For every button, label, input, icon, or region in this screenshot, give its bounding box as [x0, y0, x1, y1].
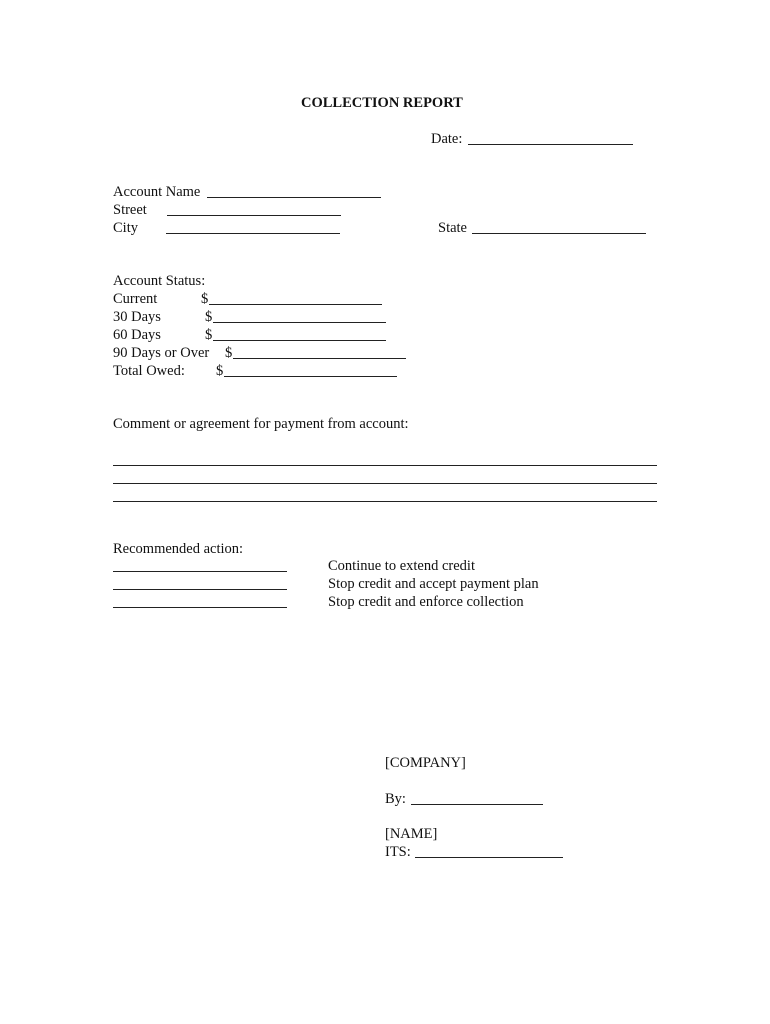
city-label: City	[113, 220, 138, 236]
action-option-3: Stop credit and enforce collection	[328, 594, 524, 610]
comment-label: Comment or agreement for payment from account:	[113, 416, 409, 432]
by-label: By:	[385, 791, 406, 807]
comment-line-3[interactable]	[113, 501, 657, 502]
date-field[interactable]	[468, 132, 633, 145]
recommended-action-label: Recommended action:	[113, 541, 244, 557]
days90-label: 90 Days or Over	[113, 345, 210, 361]
date-label: Date:	[431, 131, 463, 147]
account-name-label: Account Name	[113, 184, 201, 200]
state-field[interactable]	[472, 221, 646, 234]
current-dollar: $	[201, 291, 209, 307]
days60-label: 60 Days	[113, 327, 161, 343]
its-title-field[interactable]	[415, 845, 563, 858]
days30-label: 30 Days	[113, 309, 161, 325]
by-signature-field[interactable]	[411, 792, 543, 805]
days30-dollar: $	[205, 309, 213, 325]
city-field[interactable]	[166, 221, 340, 234]
street-field[interactable]	[167, 203, 341, 216]
action-option-1: Continue to extend credit	[328, 558, 475, 574]
account-name-field[interactable]	[207, 185, 381, 198]
days60-dollar: $	[205, 327, 213, 343]
page-title: COLLECTION REPORT	[301, 95, 463, 111]
days60-amount-field[interactable]	[213, 328, 386, 341]
action-option-2: Stop credit and accept payment plan	[328, 576, 539, 592]
comment-line-2[interactable]	[113, 483, 657, 484]
days90-amount-field[interactable]	[233, 346, 406, 359]
days90-dollar: $	[225, 345, 233, 361]
action-check-line-1[interactable]	[113, 559, 287, 572]
days30-amount-field[interactable]	[213, 310, 386, 323]
action-check-line-3[interactable]	[113, 595, 287, 608]
account-status-label: Account Status:	[113, 273, 206, 289]
current-amount-field[interactable]	[209, 292, 382, 305]
state-label: State	[438, 220, 467, 236]
total-owed-label: Total Owed:	[113, 363, 185, 379]
total-owed-amount-field[interactable]	[224, 364, 397, 377]
company-placeholder: [COMPANY]	[385, 755, 466, 771]
total-owed-dollar: $	[216, 363, 224, 379]
street-label: Street	[113, 202, 147, 218]
name-placeholder: [NAME]	[385, 826, 438, 842]
comment-line-1[interactable]	[113, 465, 657, 466]
action-check-line-2[interactable]	[113, 577, 287, 590]
current-label: Current	[113, 291, 158, 307]
its-label: ITS:	[385, 844, 411, 860]
